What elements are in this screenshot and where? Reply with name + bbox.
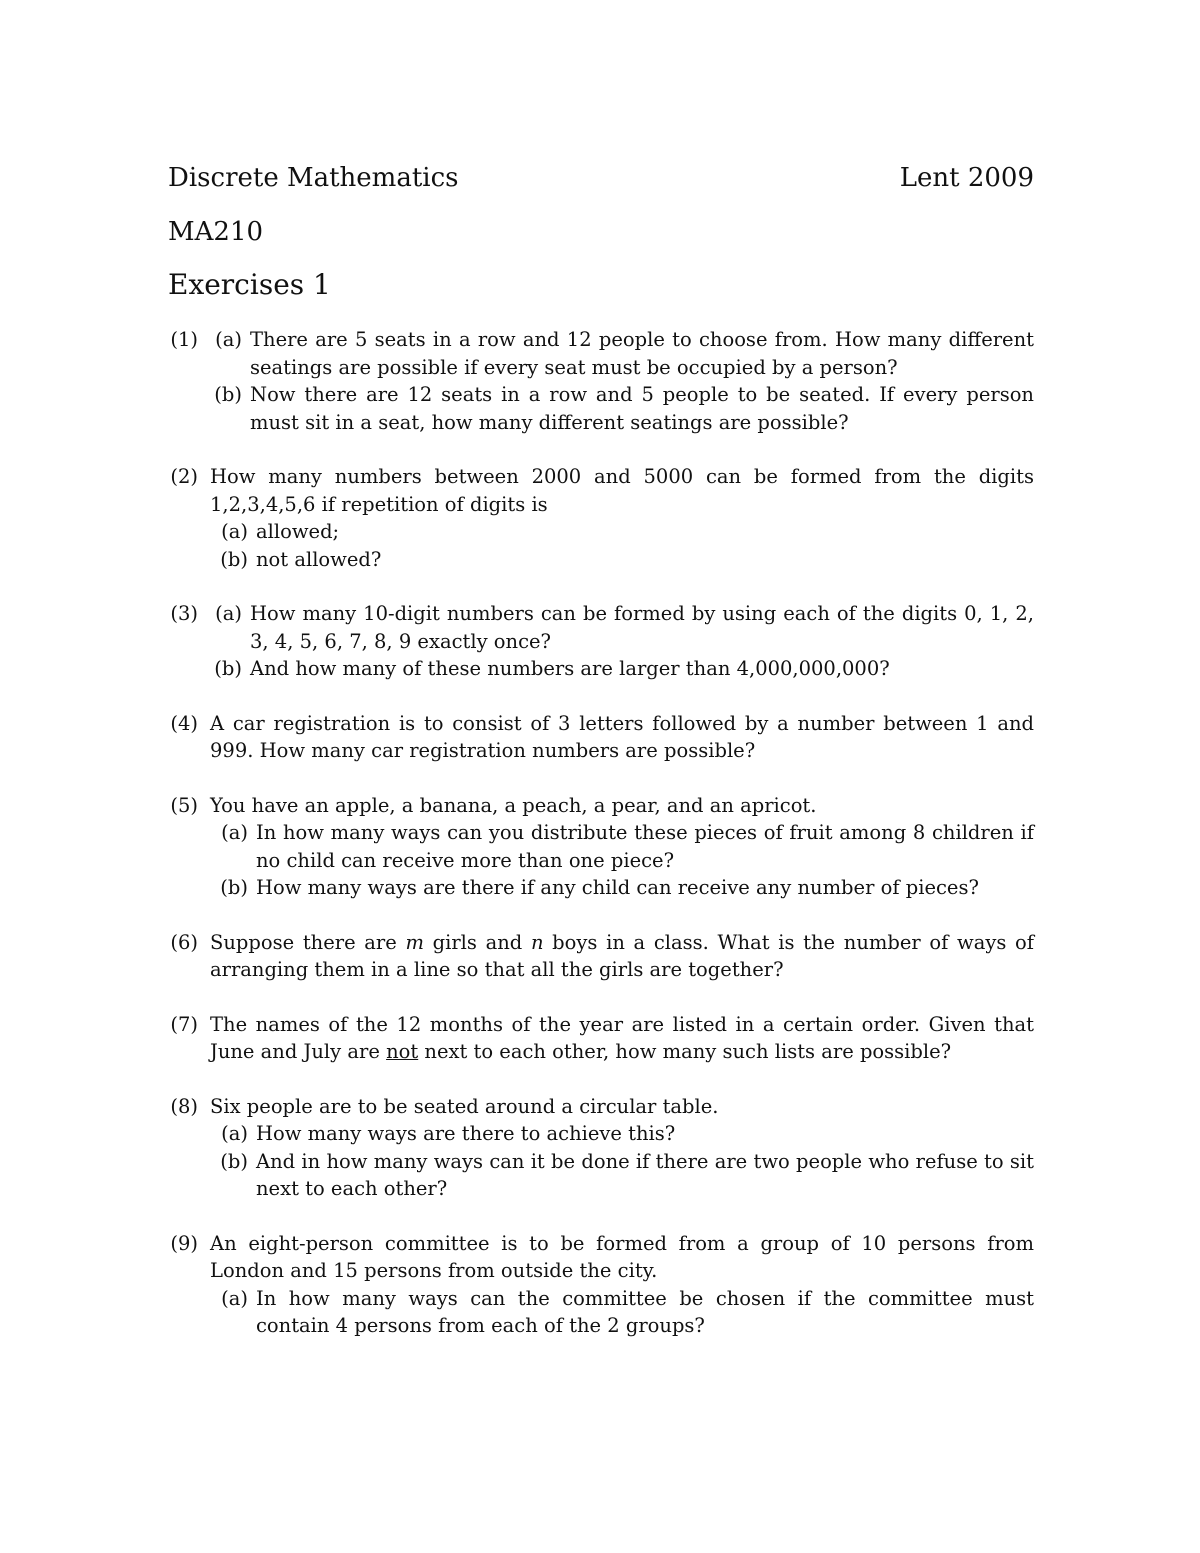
part-label: (a) [215, 602, 242, 625]
part-label: (a) [215, 328, 242, 351]
problem-number: (7) [170, 1012, 198, 1036]
problem-4 [168, 710, 1034, 765]
text-segment: next to each other, how many such lists are possible? [424, 1040, 952, 1063]
part-label: (b) [220, 1149, 248, 1173]
problem-6 [168, 929, 1034, 984]
part-label: (b) [220, 547, 248, 571]
problem-body [210, 1011, 1034, 1066]
problem-part [210, 546, 1034, 574]
problem-number: (8) [170, 1094, 198, 1118]
part-label: (b) [214, 657, 242, 680]
part-text: Now there are 12 seats in a row and 5 people to be seated. If every person must sit in a seat, how many different seatings are possible? [250, 383, 1034, 434]
problem-part [204, 600, 1034, 655]
part-text: allowed; [256, 520, 340, 543]
header-row [168, 158, 1034, 198]
problem-3 [168, 600, 1034, 683]
problem-text: A car registration is to consist of 3 letters followed by a number between 1 and 999. How many car registration numbers are possible? [210, 711, 1034, 762]
problem-9 [168, 1230, 1034, 1340]
problem-parts [204, 326, 1034, 436]
problem-1 [168, 326, 1034, 436]
problem-8 [168, 1093, 1034, 1203]
problem-part [210, 874, 1034, 902]
problem-body [210, 1230, 1034, 1340]
problem-text [210, 1011, 1034, 1066]
problem-body [210, 1093, 1034, 1203]
problem-2 [168, 463, 1034, 573]
course-code: MA210 [168, 217, 264, 247]
problem-parts [210, 518, 1034, 573]
part-label: (a) [221, 1122, 248, 1145]
problem-part [210, 819, 1034, 874]
problem-part [210, 1285, 1034, 1340]
problem-part [210, 1148, 1034, 1203]
part-text: There are 5 seats in a row and 12 people to choose from. How many different seatings are possible if every seat must be occupied by a person? [250, 328, 1034, 379]
emphasis-not: not [386, 1040, 419, 1063]
problem-number: (6) [170, 930, 198, 954]
course-title: Discrete Mathematics [168, 163, 459, 193]
problem-body [204, 326, 1034, 436]
problem-number: (9) [170, 1231, 198, 1255]
part-label: (b) [214, 383, 242, 406]
problem-list [168, 326, 1034, 1340]
part-text: How many ways are there if any child can receive any number of pieces? [256, 876, 979, 899]
problem-part [204, 381, 1034, 436]
problem-parts [210, 1120, 1034, 1203]
problem-part [204, 326, 1034, 381]
problem-number: (4) [170, 711, 198, 735]
problem-parts [210, 1285, 1034, 1340]
part-text: How many 10-digit numbers can be formed by using each of the digits 0, 1, 2, 3, 4, 5, 6, 7, 8, 9 exactly once? [250, 602, 1034, 653]
problem-number: (1) [170, 328, 198, 351]
problem-parts [204, 600, 1034, 683]
problem-number: (3) [170, 602, 198, 625]
part-label: (a) [221, 1286, 248, 1310]
problem-parts [210, 819, 1034, 902]
variable-m: m [405, 930, 424, 954]
text-segment: boys in a class. What is the number of ways of arranging them in a line so that all the girls are together? [210, 930, 1034, 981]
part-text: not allowed? [256, 547, 382, 571]
term-label: Lent 2009 [899, 163, 1034, 193]
exercise-sheet [168, 158, 1034, 1367]
problem-number: (5) [170, 793, 198, 817]
problem-body [210, 463, 1034, 573]
problem-text: Six people are to be seated around a circular table. [210, 1094, 719, 1118]
part-text: How many ways are there to achieve this? [256, 1122, 676, 1145]
problem-body [210, 792, 1034, 902]
text-segment: The names of the 12 months of the year are listed in a certain order. Given that June and July are [210, 1012, 1034, 1063]
page-title: Exercises 1 [168, 268, 331, 301]
part-label: (b) [220, 876, 248, 899]
text-segment: Suppose there are [210, 930, 397, 954]
problem-number: (2) [170, 465, 198, 488]
problem-text [210, 929, 1034, 984]
problem-part [204, 655, 1034, 683]
variable-n: n [530, 930, 544, 954]
problem-body [210, 710, 1034, 765]
part-text: And how many of these numbers are larger than 4,000,000,000? [250, 657, 890, 680]
part-label: (a) [221, 520, 248, 543]
problem-text: You have an apple, a banana, a peach, a pear, and an apricot. [210, 793, 817, 817]
part-text: In how many ways can the committee be chosen if the committee must contain 4 persons from each of the 2 groups? [256, 1286, 1034, 1337]
problem-7 [168, 1011, 1034, 1066]
part-label: (a) [221, 821, 248, 844]
problem-body [204, 600, 1034, 683]
problem-text: How many numbers between 2000 and 5000 can be formed from the digits 1,2,3,4,5,6 if repetition of digits is [210, 465, 1034, 516]
problem-5 [168, 792, 1034, 902]
problem-text: An eight-person committee is to be formed from a group of 10 persons from London and 15 persons from outside the city. [210, 1231, 1034, 1282]
problem-body [210, 929, 1034, 984]
part-text: In how many ways can you distribute these pieces of fruit among 8 children if no child can receive more than one piece? [256, 821, 1034, 872]
part-text: And in how many ways can it be done if there are two people who refuse to sit next to each other? [256, 1149, 1034, 1200]
problem-part [210, 1120, 1034, 1148]
text-segment: girls and [432, 930, 523, 954]
problem-part [210, 518, 1034, 546]
